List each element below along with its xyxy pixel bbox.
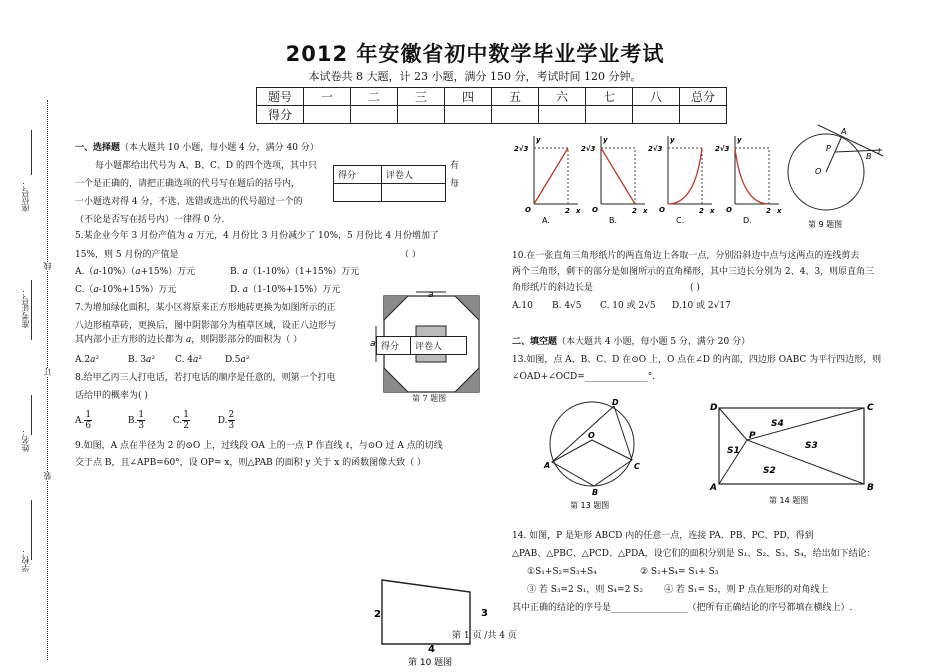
fig14-label-b: B — [867, 483, 874, 493]
fig9-label-l: l — [878, 147, 881, 156]
section1-heading-text: 一、选择题 — [75, 143, 121, 153]
fig13-label-d: D — [612, 398, 619, 407]
q10-option-d: D.10 或 2√17 — [672, 301, 731, 311]
fig9-radius-oa — [826, 136, 842, 172]
q10-answer-bracket[interactable]: ( ) — [690, 283, 700, 293]
score-header-cell: 二 — [351, 88, 398, 106]
fig14-label-s4: S4 — [771, 419, 784, 429]
instr-right-2: 每 — [450, 179, 460, 189]
fig7-caption: 第 7 题图 — [412, 394, 447, 403]
q7-line1: 7.为增加绿化面积，某小区将原来正方形地砖更换为如图所示的正 — [75, 303, 336, 313]
graph-x-tick: 2 — [699, 207, 704, 215]
q10-option-a: A.10 — [512, 301, 533, 311]
fig13-label-a: A — [544, 461, 551, 470]
q8-optC-frac: $\frac{1}{2}$ — [183, 410, 189, 431]
ticket-no-line — [31, 280, 32, 340]
graph-x-label: x — [710, 207, 715, 215]
q8-optD-prefix: D. — [217, 416, 228, 426]
section2-heading — [512, 336, 750, 349]
ticket-no-label: 准考证号： — [21, 288, 30, 328]
q8-optA-prefix: A. — [75, 416, 85, 426]
fig10-caption: 第 10 题图 — [408, 658, 453, 668]
fig7-overlay-grader: 评卷人 — [411, 337, 467, 355]
graph-caption: A. — [542, 216, 550, 225]
fig7-overlay-score: 得分 — [377, 337, 411, 355]
score-header-cell: 一 — [304, 88, 351, 106]
graph-y-label: y — [670, 136, 675, 144]
q14-conclusion-4: ④ 若 S₁= S₂，则 P 点在矩形的对角线上 — [664, 585, 829, 595]
graph-y-tick: 2√3 — [514, 145, 529, 153]
graph-curve-fall — [601, 148, 635, 204]
q7-option-b: B. 3𝑎² — [128, 355, 156, 365]
graph-origin: O — [659, 206, 665, 214]
grader-score-cell: 得分 — [334, 166, 382, 184]
grader-table — [333, 165, 446, 202]
fig9-label-a: A — [841, 127, 847, 136]
instr-line-2: 一个是正确的，请把正确选项的代号写在题后的括号内， — [75, 179, 301, 189]
q5-answer-bracket[interactable]: （ ） — [400, 250, 421, 260]
score-header-cell: 四 — [445, 88, 492, 106]
graph-x-tick: 2 — [565, 207, 570, 215]
name-label: 姓名： — [21, 428, 30, 452]
graph-x-label: x — [643, 207, 648, 215]
q10-option-b: B. 4√5 — [552, 301, 582, 311]
marker-xian: 线 — [43, 262, 52, 270]
fig13-circle — [550, 402, 634, 486]
score-header-cell: 八 — [633, 88, 680, 106]
score-entry-cell[interactable] — [398, 106, 445, 124]
q8-optC-prefix: C. — [172, 416, 183, 426]
graph-x-label: x — [576, 207, 581, 215]
q10-line2: 两个三角形，剩下的部分是如图所示的直角梯形，其中三边长分别为 2、4、3，则原直角三 — [512, 267, 875, 277]
binding-dotted-line — [47, 100, 48, 660]
school-label: 学校： — [21, 548, 30, 572]
section2-heading-text: 二、填空题 — [512, 337, 558, 347]
q5-line2: 15%，则 5 月份的产值是 — [75, 250, 179, 260]
q9-line1: 9.如图，A 点在半径为 2 的⊙O 上，过线段 OA 上的一点 P 作直线 ℓ，与⊙O 过 A 点的切线 — [75, 441, 443, 451]
score-entry-cell[interactable] — [539, 106, 586, 124]
q7-line2: 八边形植草砖，更换后，图中阴影部分为植草区域，设正八边形与 — [75, 321, 337, 331]
fig10-side-bottom: 4 — [428, 644, 435, 655]
score-header-cell: 七 — [586, 88, 633, 106]
score-entry-cell[interactable] — [492, 106, 539, 124]
grader-name-blank[interactable] — [382, 184, 446, 202]
graph-origin: O — [726, 206, 732, 214]
page-footer: 第 1 页 /共 4 页 — [452, 631, 517, 641]
q5-line1: 5.某企业今年 3 月份产值为 𝑎 万元，4 月份比 3 月份减少了 10%，5 月份比 4 月份增加了 — [75, 231, 440, 241]
seat-no-line — [31, 130, 32, 175]
q10-line1: 10.在一张直角三角形纸片的两直角边上各取一点，分别沿斜边中点与这两点的连线剪去 — [512, 251, 860, 261]
fig10-side-right: 3 — [481, 608, 488, 619]
q5-option-a: A.（𝑎-10%）（𝑎+15%）万元 — [75, 267, 196, 277]
fig13-chord-ad — [552, 406, 614, 462]
score-header-cell: 总分 — [680, 88, 727, 106]
fig14-caption: 第 14 题图 — [769, 496, 809, 505]
figure-14 — [705, 398, 885, 510]
score-entry-cell[interactable] — [633, 106, 680, 124]
instr-line-1: 每小题都给出代号为 A、B、C、D 的四个选项，其中只 — [95, 161, 317, 171]
q5-option-c: C.（𝑎-10%+15%）万元 — [75, 285, 177, 295]
score-header-cell: 五 — [492, 88, 539, 106]
score-header-cell: 三 — [398, 88, 445, 106]
fig7-a-left: a — [370, 339, 376, 349]
graph-caption: D. — [743, 216, 752, 225]
graph-y-label: y — [737, 136, 742, 144]
figure-9 — [778, 122, 888, 232]
q8-line2: 话给甲的概率为( ) — [75, 391, 148, 401]
graph-y-label: y — [536, 136, 541, 144]
fig14-label-d: D — [710, 403, 718, 413]
graph-caption: C. — [676, 216, 685, 225]
graph-curve-rise — [534, 148, 568, 204]
fig13-caption: 第 13 题图 — [570, 501, 610, 510]
name-line — [31, 395, 32, 435]
grader-name-cell: 评卷人 — [382, 166, 446, 184]
q7-option-d: D.5𝑎² — [225, 355, 250, 365]
score-entry-cell[interactable] — [586, 106, 633, 124]
fig14-line-pd — [719, 408, 747, 440]
graph-y-tick: 2√3 — [581, 145, 596, 153]
school-line — [31, 500, 32, 560]
score-table — [256, 87, 727, 124]
score-header-cell: 六 — [539, 88, 586, 106]
q13-line2: ∠OAD+∠OCD=______________°. — [512, 372, 656, 382]
q7-option-c: C. 4𝑎² — [175, 355, 202, 365]
graph-curve-curve-up — [668, 148, 702, 204]
q5-option-b: B. 𝑎（1-10%）（1+15%）万元 — [230, 267, 360, 277]
graph-x-tick: 2 — [766, 207, 771, 215]
q14-conclusion-3: ③ 若 S₃=2 S₁，则 S₄=2 S₂ — [527, 585, 643, 595]
graph-y-tick: 2√3 — [648, 145, 663, 153]
fig13-label-o: O — [588, 431, 595, 440]
fig14-label-a: A — [710, 483, 717, 493]
q9-option-graphs — [512, 128, 782, 228]
seat-no-label: 座位号： — [21, 180, 30, 212]
graph-y-tick: 2√3 — [715, 145, 730, 153]
q14-line3: 其中正确的结论的序号是_________________（把所有正确结论的序号都填在横线上）. — [512, 603, 853, 613]
fig7-a-top: a — [428, 290, 434, 300]
q9-line2: 交于点 B，且∠APB=60°，设 OP= x，则△PAB 的面积 y 关于 x 的函数图像大致（ ） — [75, 458, 427, 468]
q8-optA-frac: $\frac{1}{6}$ — [85, 410, 92, 431]
score-entry-cell[interactable] — [445, 106, 492, 124]
fig9-label-o: O — [815, 167, 822, 176]
q8-optB-prefix: B. — [127, 416, 138, 426]
graph-x-tick: 2 — [632, 207, 637, 215]
fig9-label-p: P — [826, 144, 831, 153]
fig9-caption: 第 9 题图 — [808, 220, 843, 229]
score-entry-cell[interactable] — [680, 106, 727, 124]
graph-origin: O — [525, 206, 531, 214]
fig14-label-s1: S1 — [727, 446, 740, 456]
score-header-label: 题号 — [257, 88, 304, 106]
grader-score-blank[interactable] — [334, 184, 382, 202]
q8-line1: 8.给甲乙丙三人打电话，若打电话的顺序是任意的，则第一个打电 — [75, 373, 336, 383]
q14-line1: 14. 如图，P 是矩形 ABCD 内的任意一点，连接 PA、PB、PC、PD，得到 — [512, 531, 814, 541]
graph-y-label: y — [603, 136, 608, 144]
fig9-label-b: B — [866, 152, 872, 161]
graph-x-label: x — [777, 207, 782, 215]
fig7-overlay-table — [376, 336, 467, 355]
score-entry-cell[interactable] — [351, 106, 398, 124]
q8-options — [75, 410, 235, 431]
fig14-label-c: C — [867, 403, 874, 413]
instr-right-1: 有 — [450, 161, 460, 171]
q8-optD-frac: $\frac{2}{3}$ — [228, 410, 235, 431]
graph-curve-curve-down — [735, 148, 769, 204]
exam-subtitle: 本试卷共 8 大题，计 23 小题，满分 150 分，考试时间 120 分钟。 — [308, 70, 642, 83]
fig13-parallelogram — [552, 440, 632, 486]
q14-line2: △PAB、△PBC、△PCD、△PDA，设它们的面积分别是 S₁、S₂、S₃、S₄，给出如下结论： — [512, 549, 876, 559]
q13-line1: 13.如图，点 A、B、C、D 在⊙O 上，O 点在∠D 的内部，四边形 OABC 为平行四边形，则 — [512, 355, 882, 365]
q7-line3: 其内部小正方形的边长都为 𝑎，则阴影部分的面积为（ ） — [75, 335, 303, 345]
marker-ding: 订 — [43, 368, 52, 376]
section1-heading — [75, 142, 319, 155]
section1-note: （本大题共 10 小题，每小题 4 分，满分 40 分） — [120, 143, 319, 153]
figure-10 — [370, 572, 500, 670]
score-row-label: 得分 — [257, 106, 304, 124]
q5-option-d: D. 𝑎（1-10%+15%）万元 — [230, 285, 341, 295]
graph-caption: B. — [609, 216, 618, 225]
q10-line3: 角形纸片的斜边长是 — [512, 283, 594, 293]
instr-line-3: 一小题选对得 4 分，不选、选错或选出的代号超过一个的 — [75, 197, 303, 207]
fig10-side-left: 2 — [374, 609, 381, 620]
fig14-line-pc — [747, 408, 864, 440]
fig14-label-p: P — [749, 431, 756, 441]
fig13-label-c: C — [634, 462, 640, 471]
section2-note: （本大题共 4 小题，每小题 5 分，满分 20 分） — [557, 337, 751, 347]
figure-13 — [540, 396, 650, 512]
exam-title: 2012 年安徽省初中数学毕业学业考试 — [285, 42, 665, 66]
q8-optB-frac: $\frac{1}{3}$ — [138, 410, 145, 431]
q7-option-a: A.2𝑎² — [75, 355, 100, 365]
instr-line-4: （不论是否写在括号内）一律得 0 分. — [75, 215, 225, 225]
q14-conclusion-2: ② S₂+S₄= S₁+ S₃ — [640, 567, 719, 577]
fig14-label-s2: S2 — [763, 466, 776, 476]
score-entry-cell[interactable] — [304, 106, 351, 124]
fig13-label-b: B — [592, 488, 599, 497]
q14-conclusion-1: ①S₁+S₂=S₃+S₄ — [527, 567, 597, 577]
fig14-label-s3: S3 — [805, 441, 818, 451]
marker-zhuang: 装 — [43, 472, 52, 480]
fig14-rectangle — [719, 408, 864, 484]
q10-option-c: C. 10 或 2√5 — [600, 301, 656, 311]
graph-origin: O — [592, 206, 598, 214]
